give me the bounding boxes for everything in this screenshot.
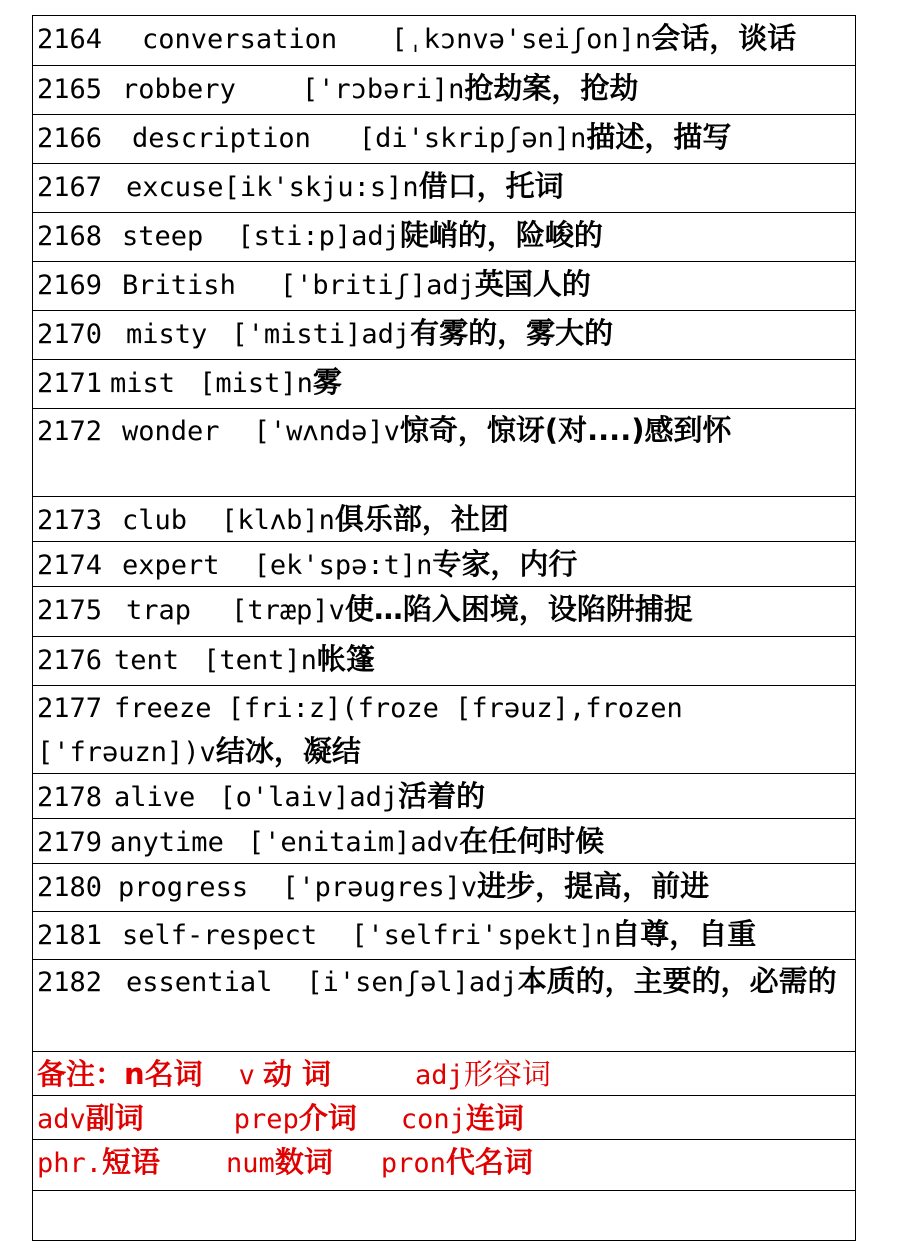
entry-word: wonder bbox=[122, 416, 220, 447]
entry-word: club bbox=[122, 505, 188, 536]
entry-word: robbery bbox=[122, 74, 236, 105]
entry-number: 2164 bbox=[37, 24, 103, 55]
entry-phonetic: [sti:p]adj bbox=[237, 221, 400, 252]
entry-phonetic: ['wʌndə]v bbox=[253, 416, 400, 447]
entry-meaning: 雾 bbox=[312, 365, 342, 399]
entry-number: 2168 bbox=[37, 221, 103, 252]
legend-meaning: 形容词 bbox=[463, 1057, 551, 1091]
entry-number: 2172 bbox=[37, 416, 103, 447]
vocab-row bbox=[33, 542, 855, 587]
entry-phonetic: [ek'spə:t]n bbox=[253, 550, 433, 581]
legend-abbr: phr. bbox=[37, 1148, 103, 1179]
entry-phonetic: [di'skripʃən]n bbox=[358, 123, 587, 154]
legend-meaning: 代名词 bbox=[445, 1145, 533, 1179]
entry-phonetic: [ik'skju:s]n bbox=[223, 172, 419, 203]
entry-meaning: 进步，提高，前进 bbox=[477, 869, 710, 903]
entry-number: 2178 bbox=[37, 782, 103, 813]
vocab-row bbox=[33, 774, 855, 819]
legend-abbr: 备注：n bbox=[37, 1057, 145, 1091]
entry-word: conversation bbox=[142, 24, 338, 55]
entry-number: 2179 bbox=[37, 827, 103, 858]
legend-meaning: 副词 bbox=[85, 1101, 144, 1135]
entry-word: alive bbox=[114, 782, 196, 813]
legend-meaning: 介词 bbox=[298, 1101, 357, 1135]
vocab-row bbox=[33, 409, 855, 497]
entry-word: excuse bbox=[126, 172, 224, 203]
entry-phonetic: [i'senʃəl]adj bbox=[306, 967, 518, 998]
entry-meaning: 会话，谈话 bbox=[651, 21, 797, 55]
entry-meaning: 使…陷入困境，设陷阱捕捉 bbox=[344, 592, 693, 626]
entry-phonetic: [o'laiv]adj bbox=[219, 782, 399, 813]
entry-number: 2181 bbox=[37, 920, 103, 951]
vocab-row bbox=[33, 164, 855, 213]
legend-row bbox=[33, 1140, 855, 1191]
entry-word: freeze bbox=[114, 693, 212, 724]
entry-number: 2176 bbox=[37, 645, 103, 676]
empty-row bbox=[33, 1191, 855, 1241]
vocab-row bbox=[33, 213, 855, 262]
entry-meaning: 帐篷 bbox=[316, 642, 375, 676]
vocab-row bbox=[33, 311, 855, 360]
entry-number: 2169 bbox=[37, 270, 103, 301]
vocab-row bbox=[33, 66, 855, 115]
entry-meaning: 结冰，凝结 bbox=[215, 734, 361, 768]
legend-meaning: 短语 bbox=[102, 1145, 161, 1179]
entry-word: mist bbox=[110, 368, 176, 399]
entry-meaning: 借口，托词 bbox=[418, 169, 564, 203]
entry-meaning: 有雾的，雾大的 bbox=[410, 316, 614, 350]
entry-phonetic: [mist]n bbox=[199, 368, 313, 399]
entry-meaning: 活着的 bbox=[398, 779, 486, 813]
entry-word: self-respect bbox=[122, 920, 318, 951]
entry-meaning: 惊奇，惊讶(对....)感到怀 bbox=[399, 413, 732, 447]
entry-meaning: 自尊，自重 bbox=[611, 917, 757, 951]
entry-word: description bbox=[132, 123, 311, 154]
legend-meaning: 连词 bbox=[465, 1101, 524, 1135]
entry-meaning: 描述，描写 bbox=[586, 120, 732, 154]
legend-abbr: adj bbox=[415, 1060, 464, 1091]
entry-meaning: 英国人的 bbox=[474, 267, 591, 301]
entry-phonetic: [ˌkɔnvə'seiʃon]n bbox=[391, 24, 652, 55]
entry-phonetic: ['selfri'spekt]n bbox=[351, 920, 612, 951]
vocab-row bbox=[33, 819, 855, 864]
legend-row bbox=[33, 1096, 855, 1140]
entry-phonetic: [træp]v bbox=[231, 595, 345, 626]
entry-number: 2170 bbox=[37, 319, 103, 350]
entry-word: British bbox=[122, 270, 236, 301]
vocab-row bbox=[33, 16, 855, 66]
entry-phonetic: ['enitaim]adv bbox=[247, 827, 460, 858]
entry-word: progress bbox=[118, 872, 249, 903]
entry-phonetic: ['prəugres]v bbox=[282, 872, 478, 903]
entry-word: misty bbox=[126, 319, 208, 350]
entry-word: essential bbox=[126, 967, 273, 998]
vocab-row bbox=[33, 864, 855, 912]
entry-word: tent bbox=[114, 645, 180, 676]
entry-number: 2171 bbox=[37, 368, 103, 399]
entry-meaning: 专家，内行 bbox=[432, 547, 578, 581]
legend-meaning: 数词 bbox=[274, 1145, 333, 1179]
legend-abbr: num bbox=[226, 1148, 275, 1179]
entry-phonetic: [klʌb]n bbox=[221, 505, 335, 536]
entry-word: expert bbox=[122, 550, 220, 581]
entry-meaning: 俱乐部，社团 bbox=[334, 502, 509, 536]
legend-row bbox=[33, 1052, 855, 1096]
vocab-row bbox=[33, 360, 855, 409]
vocab-row bbox=[33, 115, 855, 164]
vocab-row bbox=[33, 912, 855, 960]
entry-number: 2173 bbox=[37, 505, 103, 536]
entry-word: steep bbox=[122, 221, 204, 252]
entry-number: 2175 bbox=[37, 595, 103, 626]
legend-abbr: adv bbox=[37, 1104, 86, 1135]
entry-number: 2166 bbox=[37, 123, 103, 154]
entry-word: anytime bbox=[110, 827, 224, 858]
vocab-row bbox=[33, 497, 855, 542]
entry-number: 2177 bbox=[37, 693, 103, 724]
entry-phonetic: [fri:z](froze [frəuz],frozen ['frəuzn])v bbox=[37, 693, 683, 768]
entry-number: 2182 bbox=[37, 967, 103, 998]
entry-meaning: 抢劫案，抢劫 bbox=[464, 71, 639, 105]
entry-meaning: 在任何时候 bbox=[459, 824, 605, 858]
entry-word: trap bbox=[126, 595, 192, 626]
entry-phonetic: ['misti]adj bbox=[231, 319, 411, 350]
entry-meaning: 本质的，主要的，必需的 bbox=[517, 964, 837, 998]
legend-meaning: 动 词 bbox=[262, 1057, 332, 1091]
entry-number: 2174 bbox=[37, 550, 103, 581]
legend-meaning: 名词 bbox=[144, 1057, 203, 1091]
vocabulary-table bbox=[32, 15, 856, 1241]
legend-abbr: pron bbox=[380, 1148, 446, 1179]
vocab-row bbox=[33, 262, 855, 311]
entry-number: 2180 bbox=[37, 872, 103, 903]
entry-phonetic: [tent]n bbox=[203, 645, 317, 676]
entry-phonetic: ['rɔbəri]n bbox=[301, 74, 465, 105]
vocab-row bbox=[33, 637, 855, 686]
entry-number: 2165 bbox=[37, 74, 103, 105]
vocab-row bbox=[33, 587, 855, 637]
vocab-row bbox=[33, 686, 855, 774]
entry-meaning: 陡峭的，险峻的 bbox=[399, 218, 603, 252]
legend-abbr: conj bbox=[400, 1104, 466, 1135]
vocab-row bbox=[33, 960, 855, 1052]
legend-abbr: v bbox=[238, 1060, 255, 1091]
entry-number: 2167 bbox=[37, 172, 103, 203]
entry-phonetic: ['britiʃ]adj bbox=[279, 270, 475, 301]
legend-abbr: prep bbox=[233, 1104, 299, 1135]
